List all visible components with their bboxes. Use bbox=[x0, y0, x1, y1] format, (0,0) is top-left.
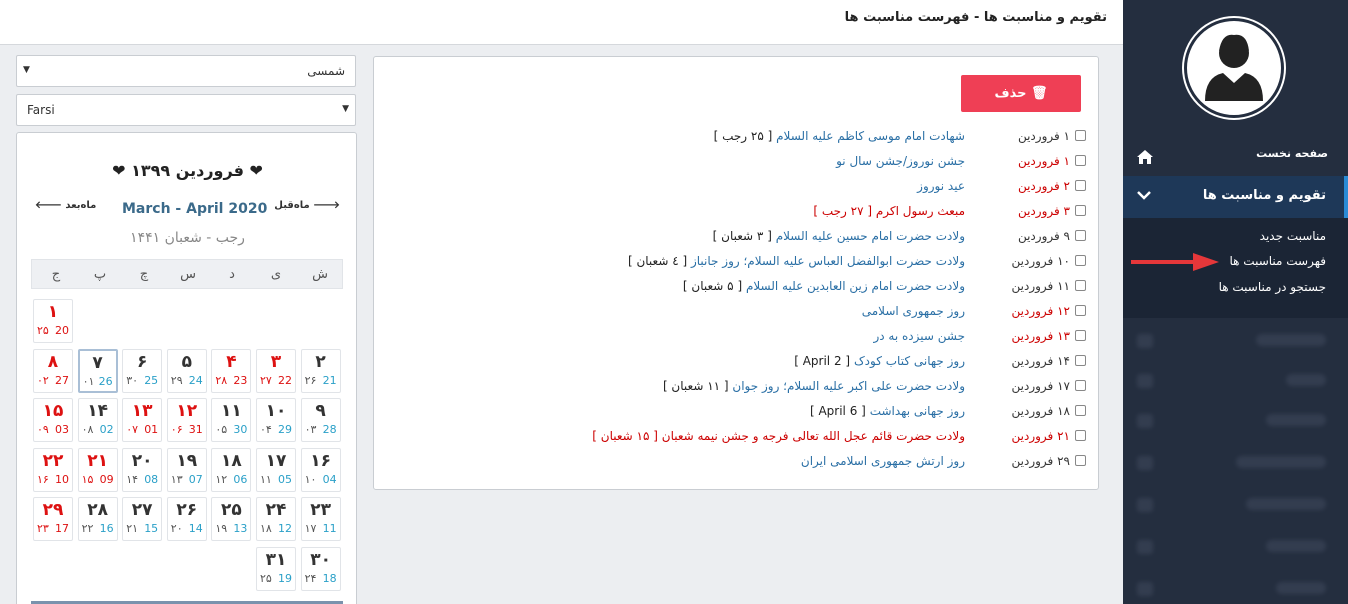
calendar-day[interactable] bbox=[211, 398, 251, 442]
gregorian-day: 19 bbox=[278, 571, 292, 585]
event-row bbox=[374, 152, 1100, 174]
event-checkbox[interactable] bbox=[1075, 455, 1086, 466]
gregorian-day: 08 bbox=[144, 472, 159, 486]
hijri-day: ۲۳ bbox=[37, 522, 49, 535]
event-checkbox[interactable] bbox=[1075, 405, 1086, 416]
event-entry bbox=[873, 329, 965, 343]
day-number: ۱۵ bbox=[42, 401, 64, 421]
gregorian-day: 26 bbox=[98, 374, 113, 388]
calendar-day[interactable] bbox=[78, 349, 118, 393]
nav-home[interactable] bbox=[1123, 140, 1348, 174]
gregorian-day: 03 bbox=[55, 423, 69, 436]
nav-calendar-section[interactable] bbox=[1123, 176, 1348, 218]
calendar-panel bbox=[16, 132, 357, 604]
weekday-header bbox=[31, 259, 343, 289]
event-title[interactable]: عید نوروز bbox=[917, 179, 965, 193]
arrow-left-icon: 🡐 bbox=[35, 200, 62, 211]
day-number: ۱۰ bbox=[265, 401, 287, 421]
gregorian-day: 27 bbox=[55, 373, 69, 387]
calendar-day[interactable] bbox=[301, 448, 341, 492]
event-row bbox=[374, 202, 1100, 224]
event-checkbox[interactable] bbox=[1075, 230, 1086, 241]
calendar-day[interactable] bbox=[122, 448, 162, 492]
event-title[interactable]: روز جهانی بهداشت bbox=[869, 404, 965, 418]
day-number: ۳۰ bbox=[310, 549, 331, 570]
event-entry bbox=[592, 429, 965, 443]
hijri-day: ۱۶ bbox=[37, 472, 49, 486]
next-month-label: ماه‌بعد bbox=[65, 200, 97, 211]
event-entry bbox=[813, 204, 965, 218]
event-row bbox=[374, 377, 1100, 399]
weekday-label: پ bbox=[93, 267, 107, 282]
gregorian-day: 05 bbox=[278, 472, 292, 486]
day-number: ۳ bbox=[270, 351, 282, 372]
gregorian-day: 15 bbox=[144, 522, 159, 535]
hijri-day: ۱۱ bbox=[260, 472, 272, 486]
gregorian-day: 10 bbox=[55, 472, 69, 486]
gregorian-day: 20 bbox=[55, 324, 69, 337]
blurred-icon bbox=[1137, 414, 1153, 428]
event-date: ۱۲ فروردین bbox=[1011, 304, 1070, 318]
calendar-day[interactable] bbox=[33, 299, 73, 343]
day-number: ۶ bbox=[136, 351, 148, 372]
event-entry bbox=[713, 229, 965, 243]
blurred-icon bbox=[1137, 498, 1153, 512]
blurred-menu-item bbox=[1286, 374, 1326, 386]
event-row bbox=[374, 327, 1100, 349]
event-title[interactable]: مبعث رسول اکرم bbox=[875, 204, 965, 218]
event-row bbox=[374, 252, 1100, 274]
sidebar bbox=[1123, 0, 1348, 604]
hijri-day: ۱۲ bbox=[215, 472, 228, 486]
hijri-day: ۱۸ bbox=[260, 522, 272, 535]
day-number: ۱۸ bbox=[221, 450, 242, 471]
delete-label: حذف bbox=[994, 86, 1027, 101]
calendar-month-title bbox=[17, 161, 358, 180]
events-panel bbox=[373, 56, 1099, 490]
hijri-range: رجب - شعبان ۱۴۴۱ bbox=[130, 230, 245, 246]
day-number: ۷ bbox=[92, 352, 103, 373]
gregorian-day: 21 bbox=[322, 373, 337, 387]
blurred-menu-item bbox=[1266, 540, 1326, 552]
gregorian-day: 24 bbox=[188, 373, 203, 387]
day-number: ۱۴ bbox=[87, 401, 108, 421]
event-row bbox=[374, 177, 1100, 199]
gregorian-day: 25 bbox=[144, 373, 159, 387]
page-title: تقویم و مناسبت ها - فهرست مناسبت ها bbox=[844, 10, 1107, 25]
dropdown-arrow-icon: ▼ bbox=[23, 65, 30, 75]
hijri-day: ۲۴ bbox=[304, 571, 317, 585]
calendar-day[interactable] bbox=[256, 448, 296, 492]
event-badge: [ ۱۱ شعبان ] bbox=[662, 379, 729, 393]
gregorian-day: 12 bbox=[278, 522, 292, 535]
event-date: ۱ فروردین bbox=[1017, 129, 1070, 143]
event-date: ۱۱ فروردین bbox=[1011, 279, 1070, 293]
event-badge: [ 6 April ] bbox=[809, 404, 866, 418]
event-checkbox[interactable] bbox=[1075, 255, 1086, 266]
event-badge: [ ٤ شعبان ] bbox=[627, 254, 688, 268]
gregorian-day: 04 bbox=[322, 472, 337, 486]
hijri-day: ۰۹ bbox=[37, 423, 49, 436]
event-entry bbox=[917, 179, 965, 193]
event-entry bbox=[714, 129, 965, 143]
hijri-day: ۲۰ bbox=[170, 522, 183, 535]
top-bar bbox=[0, 0, 1123, 45]
heart-icon: ❤ bbox=[249, 161, 263, 180]
pointer-arrow-icon bbox=[1131, 250, 1221, 274]
gregorian-day: 11 bbox=[322, 522, 337, 535]
calendar-day[interactable] bbox=[78, 448, 118, 492]
event-entry bbox=[862, 304, 965, 318]
gregorian-day: 13 bbox=[233, 522, 248, 535]
hijri-day: ۱۷ bbox=[304, 522, 317, 535]
event-badge: [ 2 April ] bbox=[794, 354, 851, 368]
calendar-day[interactable] bbox=[211, 497, 251, 541]
calendar-day[interactable] bbox=[256, 547, 296, 591]
hijri-day: ۱۴ bbox=[126, 472, 139, 486]
event-row bbox=[374, 402, 1100, 424]
calendar-day[interactable] bbox=[211, 349, 251, 393]
calendar-day[interactable] bbox=[122, 497, 162, 541]
blurred-icon bbox=[1137, 374, 1153, 388]
blurred-icon bbox=[1137, 540, 1153, 554]
user-icon bbox=[1187, 21, 1281, 115]
event-title[interactable]: ولادت حضرت قائم عجل الله تعالی فرجه و جشن نیمه شعبان bbox=[661, 429, 965, 443]
hijri-day: ۰۶ bbox=[170, 423, 183, 436]
delete-button[interactable] bbox=[961, 75, 1081, 112]
event-badge: [ ۲۷ رجب ] bbox=[813, 204, 873, 218]
event-title[interactable]: ولادت حضرت امام زین العابدین علیه السلام bbox=[745, 279, 965, 293]
hijri-day: ۰۸ bbox=[81, 423, 94, 436]
calendar-day[interactable] bbox=[122, 349, 162, 393]
day-number: ۳۱ bbox=[265, 549, 287, 570]
day-number: ۲۲ bbox=[42, 450, 64, 471]
day-number: ۱۱ bbox=[221, 401, 242, 421]
nav-calendar-label: تقویم و مناسبت ها bbox=[1202, 188, 1326, 203]
event-checkbox[interactable] bbox=[1075, 380, 1086, 391]
event-row bbox=[374, 227, 1100, 249]
day-number: ۱۷ bbox=[265, 450, 287, 471]
day-number: ۲۰ bbox=[131, 450, 153, 471]
event-title[interactable]: ولادت حضرت علی اکبر علیه السلام؛ روز جوان bbox=[732, 379, 965, 393]
event-date: ۹ فروردین bbox=[1017, 229, 1070, 243]
gregorian-day: 28 bbox=[322, 423, 337, 436]
calendar-day[interactable] bbox=[33, 349, 73, 393]
day-number: ۲ bbox=[315, 351, 326, 372]
nav-home-label: صفحه نخست bbox=[1256, 147, 1328, 160]
day-number: ۲۹ bbox=[42, 500, 64, 520]
hijri-day: ۲۱ bbox=[126, 522, 139, 535]
blurred-menu-item bbox=[1276, 582, 1326, 594]
gregorian-day: 02 bbox=[99, 423, 114, 436]
day-number: ۸ bbox=[47, 351, 59, 372]
event-row bbox=[374, 302, 1100, 324]
user-avatar[interactable] bbox=[1184, 18, 1284, 118]
calendar-day[interactable] bbox=[301, 349, 341, 393]
event-checkbox[interactable] bbox=[1075, 430, 1086, 441]
day-number: ۱ bbox=[47, 302, 59, 322]
hijri-day: ۲۵ bbox=[260, 571, 272, 585]
calendar-title-text: فروردین ۱۳۹۹ bbox=[131, 161, 244, 180]
calendar-day[interactable] bbox=[256, 497, 296, 541]
home-icon bbox=[1137, 150, 1153, 164]
blurred-menu-item bbox=[1256, 334, 1326, 346]
day-number: ۱۲ bbox=[176, 401, 198, 421]
gregorian-day: 30 bbox=[233, 423, 248, 436]
event-date: ۱۰ فروردین bbox=[1011, 254, 1070, 268]
event-badge: [ ۱۵ شعبان ] bbox=[592, 429, 658, 443]
event-title[interactable]: روز جمهوری اسلامی bbox=[861, 304, 965, 318]
calendar-day[interactable] bbox=[167, 497, 207, 541]
weekday-label: ج bbox=[51, 267, 61, 282]
event-date: ۲۹ فروردین bbox=[1011, 454, 1070, 468]
event-entry bbox=[628, 254, 965, 268]
submenu-event-search[interactable]: جستجو در مناسبت ها bbox=[1218, 280, 1326, 294]
calendar-day[interactable] bbox=[167, 349, 207, 393]
day-number: ۱۶ bbox=[310, 450, 331, 471]
event-row bbox=[374, 352, 1100, 374]
day-number: ۲۳ bbox=[310, 500, 331, 520]
day-number: ۲۵ bbox=[221, 500, 242, 520]
hijri-day: ۳۰ bbox=[126, 373, 139, 387]
gregorian-day: 09 bbox=[99, 472, 114, 486]
event-title[interactable]: جشن نوروز/جشن سال نو bbox=[836, 154, 965, 168]
hijri-day: ۰۷ bbox=[126, 423, 139, 436]
calendar-day[interactable] bbox=[122, 398, 162, 442]
day-number: ۲۱ bbox=[87, 450, 108, 471]
gregorian-day: 31 bbox=[188, 423, 203, 436]
event-entry bbox=[801, 454, 965, 468]
weekday-label: س bbox=[180, 267, 196, 282]
day-number: ۵ bbox=[181, 351, 192, 372]
event-date: ۱۸ فروردین bbox=[1011, 404, 1070, 418]
hijri-day: ۱۹ bbox=[215, 522, 228, 535]
event-date: ۱۳ فروردین bbox=[1011, 329, 1070, 343]
calendar-day[interactable] bbox=[301, 398, 341, 442]
event-title[interactable]: ولادت حضرت ابوالفضل العباس علیه السلام؛ روز جانباز bbox=[690, 254, 965, 268]
dropdown-arrow-icon: ▼ bbox=[342, 104, 349, 114]
chevron-down-icon bbox=[1137, 188, 1151, 202]
language-value: Farsi bbox=[27, 103, 55, 117]
heart-icon: ❤ bbox=[112, 161, 126, 180]
day-number: ۴ bbox=[226, 351, 237, 372]
day-number: ۹ bbox=[315, 401, 326, 421]
calendar-day[interactable] bbox=[301, 497, 341, 541]
event-date: ۱۷ فروردین bbox=[1011, 379, 1070, 393]
gregorian-day: 01 bbox=[144, 423, 159, 436]
calendar-day[interactable] bbox=[167, 448, 207, 492]
event-row bbox=[374, 277, 1100, 299]
hijri-day: ۲۹ bbox=[170, 373, 183, 387]
day-number: ۲۴ bbox=[265, 500, 287, 520]
calendar-day[interactable] bbox=[211, 448, 251, 492]
calendar-day[interactable] bbox=[33, 448, 73, 492]
event-date: ۱ فروردین bbox=[1017, 154, 1070, 168]
event-title[interactable]: جشن سیزده به در bbox=[873, 329, 965, 343]
event-title[interactable]: ولادت حضرت امام حسین علیه السلام bbox=[775, 229, 965, 243]
calendar-day[interactable] bbox=[256, 349, 296, 393]
prev-month-button[interactable] bbox=[274, 199, 340, 211]
hijri-day: ۲۷ bbox=[260, 373, 272, 387]
event-entry bbox=[683, 279, 965, 293]
event-entry bbox=[810, 404, 965, 418]
hijri-day: ۲۶ bbox=[304, 373, 317, 387]
blurred-menu-item bbox=[1266, 414, 1326, 426]
hijri-day: ۱۳ bbox=[170, 472, 183, 486]
hijri-day: ۲۵ bbox=[37, 324, 49, 337]
hijri-day: ۰۳ bbox=[304, 423, 317, 436]
hijri-day: ۰۴ bbox=[260, 423, 272, 436]
weekday-label: د bbox=[229, 267, 235, 282]
event-badge: [ ۲۵ رجب ] bbox=[713, 129, 773, 143]
arrow-right-icon: 🡒 bbox=[313, 200, 340, 211]
blurred-menu-item bbox=[1236, 456, 1326, 468]
event-date: ۱۴ فروردین bbox=[1011, 354, 1070, 368]
calendar-day[interactable] bbox=[33, 398, 73, 442]
event-row bbox=[374, 127, 1100, 149]
calendar-type-value: شمسی bbox=[307, 64, 345, 78]
prev-month-label: ماه‌قبل bbox=[274, 200, 310, 211]
event-date: ۳ فروردین bbox=[1017, 204, 1070, 218]
day-number: ۲۷ bbox=[131, 500, 153, 520]
submenu-event-list[interactable]: فهرست مناسبت ها bbox=[1229, 254, 1326, 268]
hijri-day: ۱۵ bbox=[81, 472, 94, 486]
event-date: ۲۱ فروردین bbox=[1011, 429, 1070, 443]
weekday-label: ی bbox=[270, 267, 282, 282]
calendar-day[interactable] bbox=[33, 497, 73, 541]
calendar-day[interactable] bbox=[301, 547, 341, 591]
event-title[interactable]: روز جهانی کتاب کودک bbox=[853, 354, 965, 368]
event-entry bbox=[836, 154, 965, 168]
event-checkbox[interactable] bbox=[1075, 305, 1086, 316]
event-badge: [ ۵ شعبان ] bbox=[682, 279, 743, 293]
calendar-day[interactable] bbox=[167, 398, 207, 442]
hijri-day: ۲۸ bbox=[215, 373, 228, 387]
gregorian-day: 23 bbox=[233, 373, 248, 387]
event-date: ۲ فروردین bbox=[1017, 179, 1070, 193]
event-checkbox[interactable] bbox=[1075, 280, 1086, 291]
gregorian-day: 22 bbox=[278, 373, 292, 387]
weekday-label: ش bbox=[312, 267, 328, 282]
blurred-icon bbox=[1137, 582, 1153, 596]
gregorian-day: 16 bbox=[99, 522, 114, 535]
day-number: ۲۸ bbox=[87, 500, 108, 520]
gregorian-day: 17 bbox=[55, 522, 69, 535]
gregorian-day: 18 bbox=[322, 571, 337, 585]
event-entry bbox=[663, 379, 965, 393]
hijri-day: ۰۵ bbox=[215, 423, 228, 436]
event-badge: [ ۳ شعبان ] bbox=[712, 229, 772, 243]
gregorian-day: 29 bbox=[278, 423, 292, 436]
next-month-button[interactable] bbox=[35, 199, 96, 211]
event-checkbox[interactable] bbox=[1075, 355, 1086, 366]
day-number: ۱۳ bbox=[131, 401, 153, 421]
language-select[interactable] bbox=[16, 94, 356, 126]
calendar-type-select[interactable] bbox=[16, 55, 356, 87]
gregorian-range: March - April 2020 bbox=[122, 201, 268, 217]
trash-icon: 🗑 bbox=[1031, 86, 1048, 101]
event-entry bbox=[794, 354, 965, 368]
gregorian-day: 14 bbox=[188, 522, 203, 535]
hijri-day: ۰۲ bbox=[37, 373, 49, 387]
blurred-icon bbox=[1137, 456, 1153, 470]
hijri-day: ۱۰ bbox=[304, 472, 317, 486]
calendar-day[interactable] bbox=[256, 398, 296, 442]
blurred-icon bbox=[1137, 334, 1153, 348]
day-number: ۱۹ bbox=[176, 450, 198, 471]
blurred-menu-item bbox=[1246, 498, 1326, 510]
event-title[interactable]: شهادت امام موسی کاظم علیه السلام bbox=[776, 129, 965, 143]
event-title[interactable]: روز ارتش جمهوری اسلامی ایران bbox=[800, 454, 965, 468]
event-row bbox=[374, 427, 1100, 449]
gregorian-day: 06 bbox=[233, 472, 248, 486]
calendar-day[interactable] bbox=[78, 497, 118, 541]
weekday-label: چ bbox=[139, 267, 149, 282]
hijri-day: ۰۱ bbox=[82, 374, 95, 388]
event-checkbox[interactable] bbox=[1075, 330, 1086, 341]
hijri-day: ۲۲ bbox=[81, 522, 94, 535]
submenu-new-event[interactable]: مناسبت جدید bbox=[1259, 229, 1326, 243]
calendar-day[interactable] bbox=[78, 398, 118, 442]
event-checkbox[interactable] bbox=[1075, 205, 1086, 216]
event-checkbox[interactable] bbox=[1075, 180, 1086, 191]
event-checkbox[interactable] bbox=[1075, 130, 1086, 141]
gregorian-day: 07 bbox=[188, 472, 203, 486]
day-number: ۲۶ bbox=[176, 500, 198, 520]
event-checkbox[interactable] bbox=[1075, 155, 1086, 166]
event-row bbox=[374, 452, 1100, 474]
